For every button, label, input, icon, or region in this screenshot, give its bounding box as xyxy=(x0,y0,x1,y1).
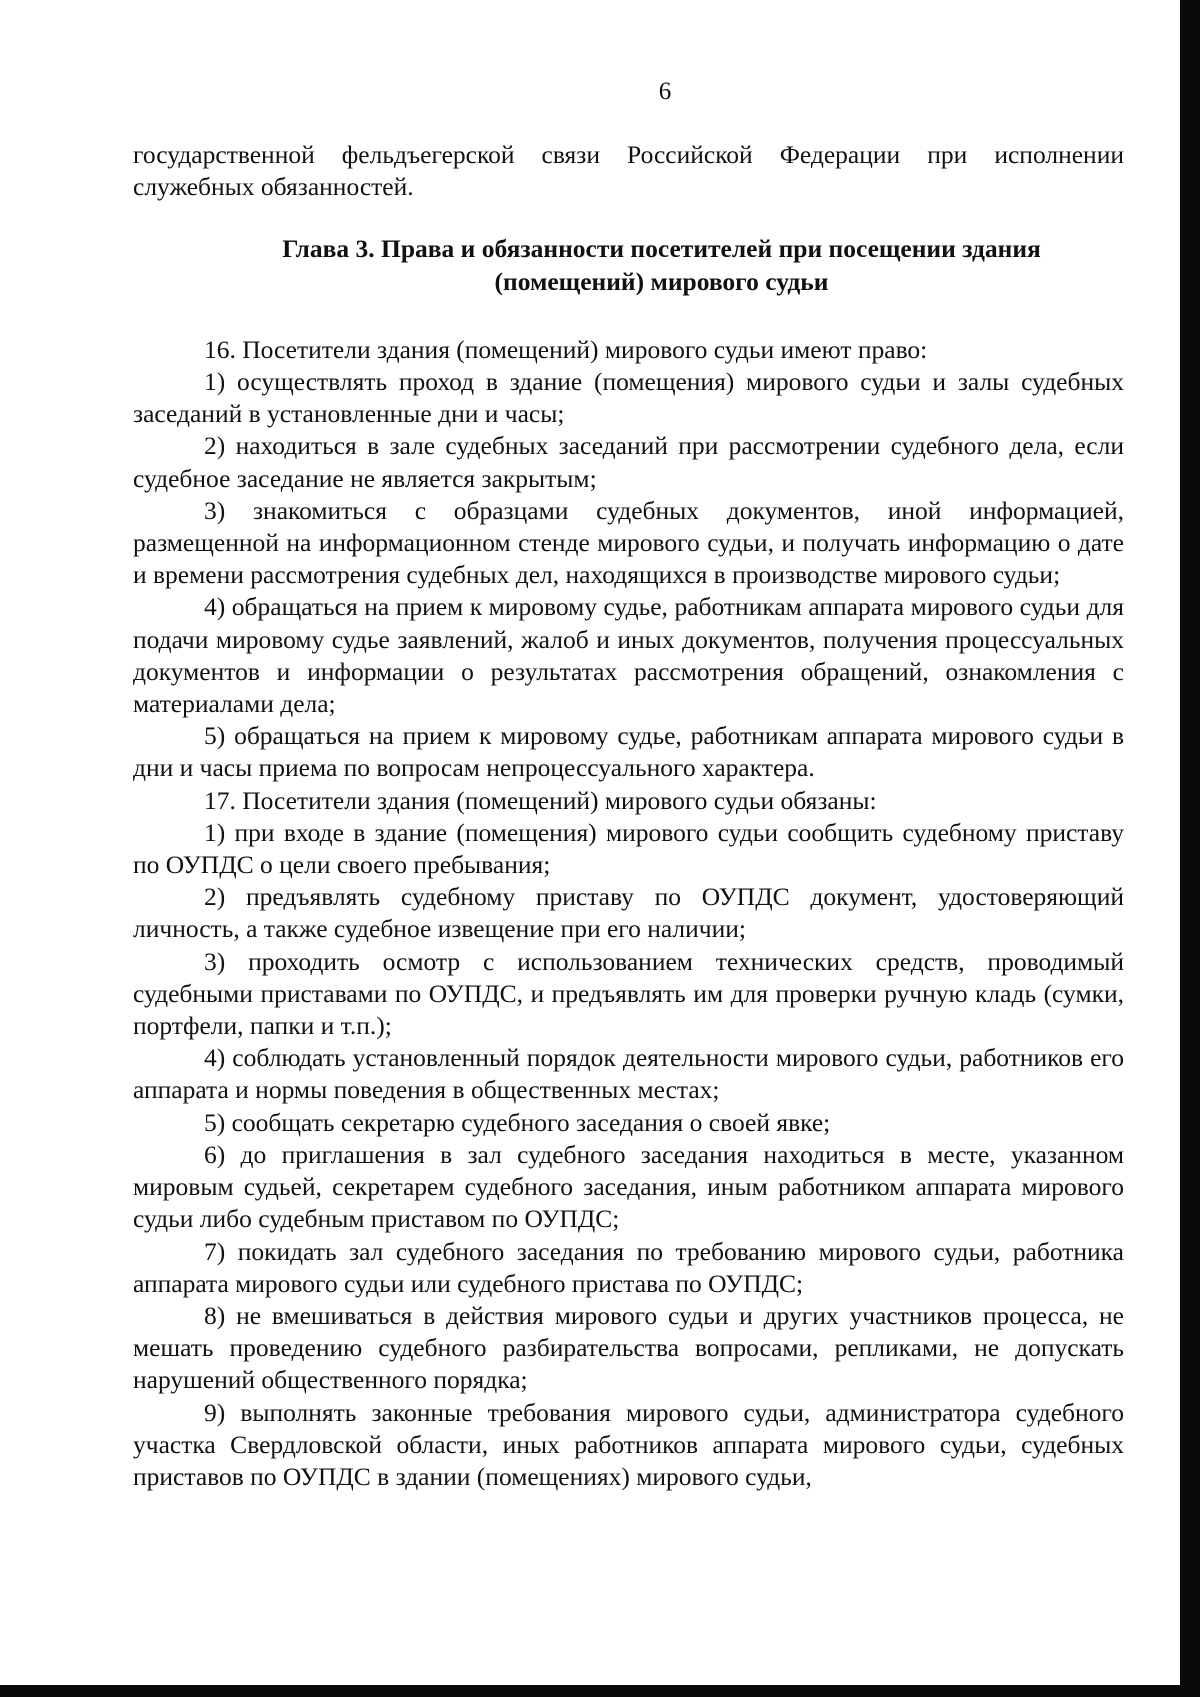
list-item: 2) находиться в зале судебных заседаний при рассмотрении судебного дела, если судебное заседание не является закрытым; xyxy=(133,431,1124,493)
list-item: 3) знакомиться с образцами судебных документов, иной информацией, размещенной на информационном стенде мирового судьи, и получать информацию о дате и времени рассмотрения судебных дел, находящихся в производстве мирового судьи; xyxy=(133,495,1124,590)
scan-border-right xyxy=(1180,0,1200,1697)
page-number: 6 xyxy=(658,78,672,105)
list-item: 7) покидать зал судебного заседания по требованию мирового судьи, работника аппарата мирового судьи или судебного пристава по ОУПДС; xyxy=(133,1236,1124,1298)
document-body xyxy=(133,139,1124,1493)
list-item: 9) выполнять законные требования мирового судьи, администратора судебного участка Свердловской области, иных работников аппарата мирового судьи, судебных приставов по ОУПДС в здании (помещениях) мирового судьи, xyxy=(133,1397,1124,1491)
list-item: 4) соблюдать установленный порядок деятельности мирового судьи, работников его аппарата и нормы поведения в общественных местах; xyxy=(133,1043,1124,1105)
chapter-heading xyxy=(133,233,1124,297)
list-item: 5) обращаться на прием к мировому судье, работникам аппарата мирового судьи в дни и часы приема по вопросам непроцессуального характера. xyxy=(133,721,1124,783)
list-item: 8) не вмешиваться в действия мирового судьи и других участников процесса, не мешать проведению судебного разбирательства вопросами, репликами, не допускать нарушений общественного порядка; xyxy=(133,1300,1124,1395)
list-item: 2) предъявлять судебному приставу по ОУПДС документ, удостоверяющий личность, а также судебное извещение при его наличии; xyxy=(133,882,1124,944)
list-item: 4) обращаться на прием к мировому судье, работникам аппарата мирового судьи для подачи мировому судье заявлений, жалоб и иных документов, получения процессуальных документов и информации о результатах рассмотрения обращений, ознакомления с материалами дела; xyxy=(133,592,1124,719)
clause-17: 17. Посетители здания (помещений) мирового судьи обязаны: xyxy=(204,785,877,815)
scan-border-bottom xyxy=(0,1685,1200,1697)
list-item: 6) до приглашения в зал судебного заседания находиться в месте, указанном мировым судьей, секретарем судебного заседания, иным работником аппарата мирового судьи либо судебным приставом по ОУПДС; xyxy=(133,1139,1124,1234)
list-item: 1) осуществлять проход в здание (помещения) мирового судьи и залы судебных заседаний в установленные дни и часы; xyxy=(133,367,1124,429)
intro-paragraph: государственной фельдъегерской связи Российской Федерации при исполнении служебных обязанностей. xyxy=(133,140,1124,202)
chapter-title-line-1: Глава 3. Права и обязанности посетителей при посещении здания xyxy=(282,234,1041,264)
list-item: 5) сообщать секретарю судебного заседания о своей явке; xyxy=(204,1107,831,1137)
list-item: 1) при входе в здание (помещения) мирового судьи сообщить судебному приставу по ОУПДС о цели своего пребывания; xyxy=(133,817,1124,880)
clause-16: 16. Посетители здания (помещений) мирового судьи имеют право: xyxy=(204,334,928,364)
list-item: 3) проходить осмотр с использованием технических средств, проводимый судебными приставами по ОУПДС, и предъявлять им для проверки ручную кладь (сумки, портфели, папки и т.п.); xyxy=(133,946,1124,1041)
chapter-title-line-2: (помещений) мирового судьи xyxy=(494,266,829,296)
